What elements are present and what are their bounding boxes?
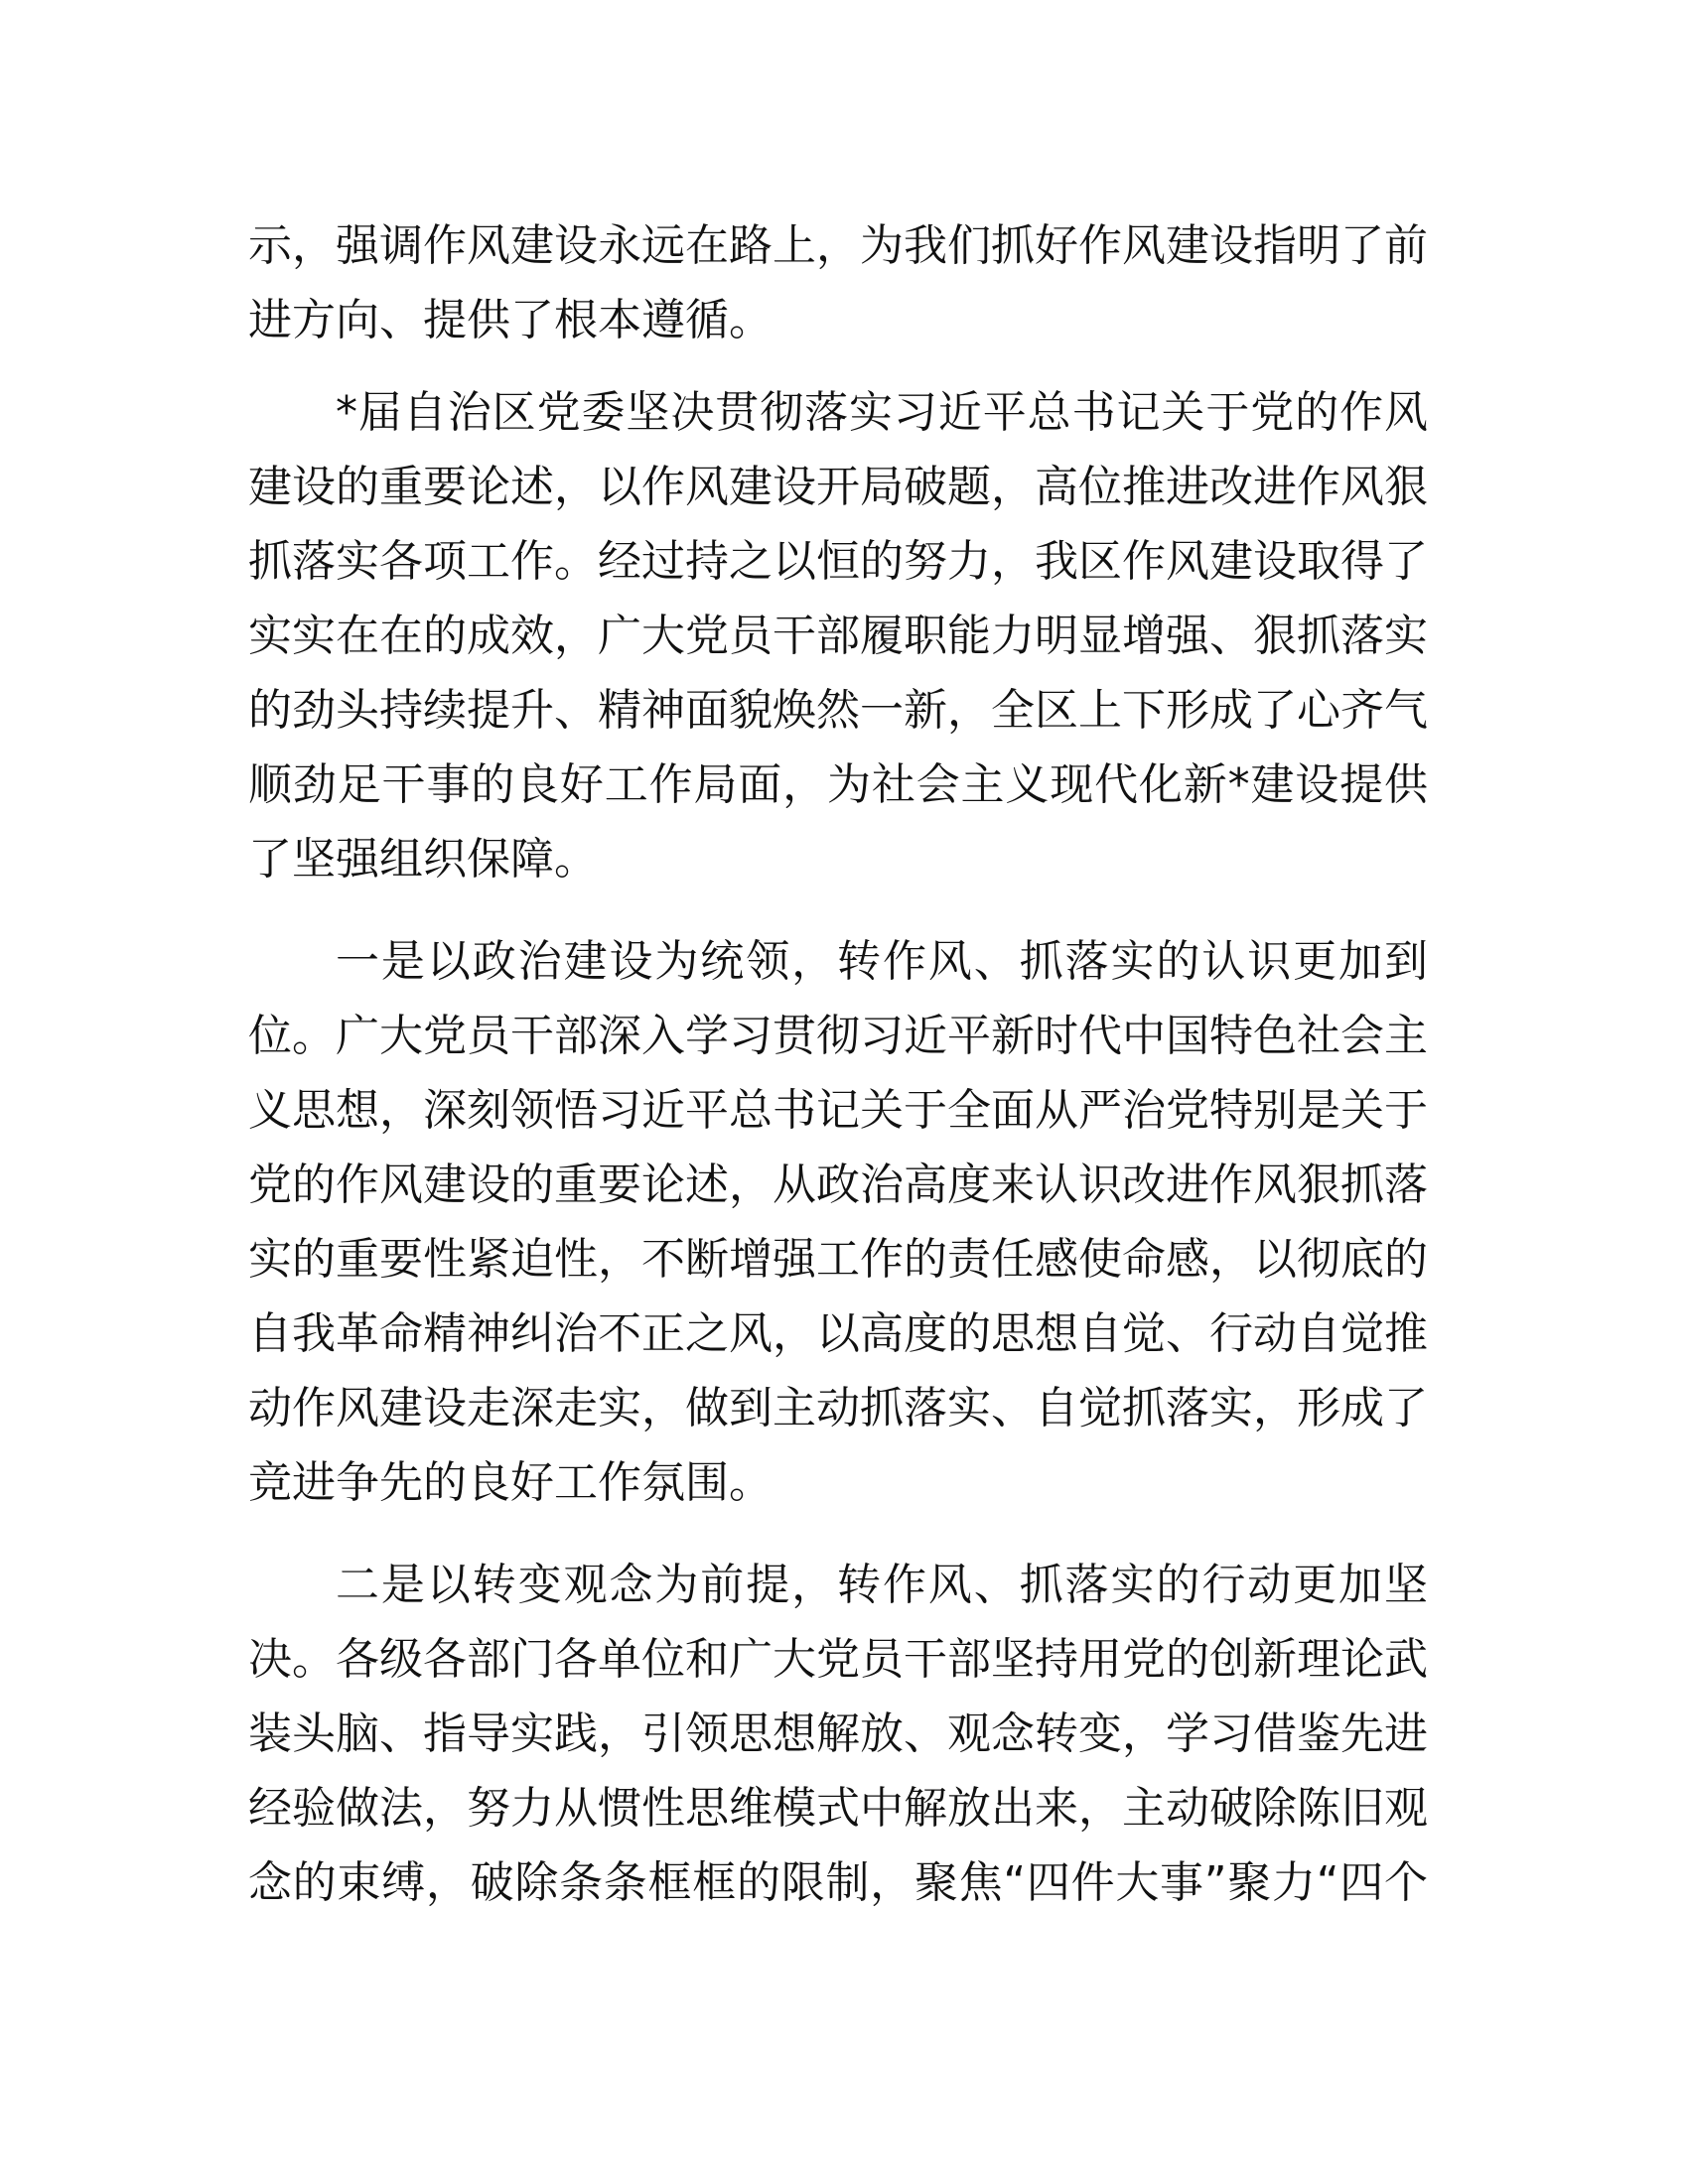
paragraph — [248, 208, 1428, 357]
text-line: 义思想，深刻领悟习近平总书记关于全面从严治党特别是关于 — [248, 1085, 1428, 1136]
text-line: 自我革命精神纠治不正之风，以高度的思想自觉、行动自觉推 — [248, 1308, 1428, 1359]
text-line: 党的作风建设的重要论述，从政治高度来认识改进作风狠抓落 — [248, 1160, 1428, 1210]
paragraph — [248, 375, 1428, 896]
text-line: 实的重要性紧迫性，不断增强工作的责任感使命感，以彻底的 — [248, 1234, 1428, 1285]
text-line: 了坚强组织保障。 — [248, 834, 598, 885]
text-line: 顺劲足干事的良好工作局面，为社会主义现代化新*建设提供 — [248, 759, 1428, 810]
paragraph — [248, 1548, 1428, 1920]
text-line: 实实在在的成效，广大党员干部履职能力明显增强、狠抓落实 — [248, 611, 1428, 661]
text-line: *届自治区党委坚决贯彻落实习近平总书记关于党的作风 — [336, 387, 1428, 438]
text-line: 示，强调作风建设永远在路上，为我们抓好作风建设指明了前 — [248, 220, 1428, 271]
text-line: 念的束缚，破除条条框框的限制，聚焦“四件大事”聚力“四个 — [248, 1857, 1428, 1908]
text-line: 位。广大党员干部深入学习贯彻习近平新时代中国特色社会主 — [248, 1011, 1428, 1061]
text-line: 进方向、提供了根本遵循。 — [248, 295, 773, 345]
text-line: 的劲头持续提升、精神面貌焕然一新，全区上下形成了心齐气 — [248, 685, 1428, 736]
document-body — [248, 208, 1428, 1948]
text-line: 抓落实各项工作。经过持之以恒的努力，我区作风建设取得了 — [248, 536, 1428, 587]
text-line: 建设的重要论述，以作风建设开局破题，高位推进改进作风狠 — [248, 462, 1428, 512]
text-line: 动作风建设走深走实，做到主动抓落实、自觉抓落实，形成了 — [248, 1383, 1428, 1433]
text-line: 竞进争先的良好工作氛围。 — [248, 1457, 773, 1508]
paragraph — [248, 924, 1428, 1520]
text-line: 经验做法，努力从惯性思维模式中解放出来，主动破除陈旧观 — [248, 1783, 1428, 1834]
text-line: 一是以政治建设为统领，转作风、抓落实的认识更加到 — [336, 936, 1428, 987]
text-line: 二是以转变观念为前提，转作风、抓落实的行动更加坚 — [336, 1560, 1428, 1610]
text-line: 装头脑、指导实践，引领思想解放、观念转变，学习借鉴先进 — [248, 1708, 1428, 1759]
text-line: 决。各级各部门各单位和广大党员干部坚持用党的创新理论武 — [248, 1634, 1428, 1685]
